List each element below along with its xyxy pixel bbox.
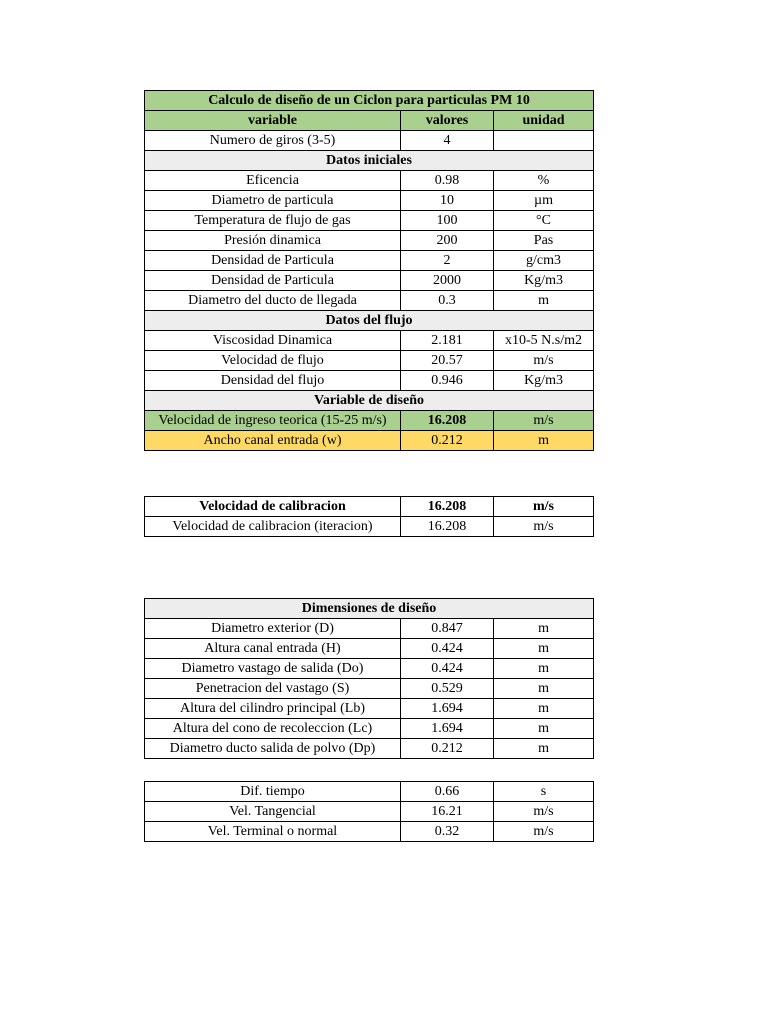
table-row	[145, 131, 594, 151]
row-label: Viscosidad Dinamica	[145, 331, 401, 351]
row-value: 20.57	[401, 351, 494, 371]
ingreso-row	[145, 411, 594, 431]
row-unit: µm	[494, 191, 594, 211]
row-label: Densidad de Particula	[145, 251, 401, 271]
row-label: Dif. tiempo	[145, 782, 401, 802]
row-value: 0.212	[401, 739, 494, 759]
row-value: 0.847	[401, 619, 494, 639]
row-value: 0.946	[401, 371, 494, 391]
row-label: Diametro exterior (D)	[145, 619, 401, 639]
row-unit: m/s	[494, 497, 594, 517]
row-value: 2.181	[401, 331, 494, 351]
row-label: Velocidad de calibracion (iteracion)	[145, 517, 401, 537]
table-row	[145, 371, 594, 391]
row-value: 0.98	[401, 171, 494, 191]
table-row	[145, 291, 594, 311]
row-unit: m	[494, 719, 594, 739]
table-row	[145, 719, 594, 739]
ancho-unit: m	[494, 431, 594, 451]
section-row	[145, 311, 594, 331]
row-value: 0.424	[401, 659, 494, 679]
header-variable: variable	[145, 111, 401, 131]
table-row	[145, 171, 594, 191]
table-row	[145, 231, 594, 251]
velocity-time-table	[144, 781, 594, 842]
row-unit: Kg/m3	[494, 271, 594, 291]
row-unit: Kg/m3	[494, 371, 594, 391]
row-unit: m	[494, 639, 594, 659]
ingreso-value: 16.208	[401, 411, 494, 431]
table-row	[145, 497, 594, 517]
title-row	[145, 91, 594, 111]
row-label: Altura del cono de recoleccion (Lc)	[145, 719, 401, 739]
header-row	[145, 111, 594, 131]
design-dimensions-table	[144, 598, 594, 759]
table-row	[145, 191, 594, 211]
row-label: Altura del cilindro principal (Lb)	[145, 699, 401, 719]
table-row	[145, 782, 594, 802]
table-row	[145, 802, 594, 822]
row-unit: %	[494, 171, 594, 191]
row-value: 0.424	[401, 639, 494, 659]
table-row	[145, 271, 594, 291]
row-value: 200	[401, 231, 494, 251]
row-unit: x10-5 N.s/m2	[494, 331, 594, 351]
table-title: Calculo de diseño de un Ciclon para particulas PM 10	[145, 91, 594, 111]
row-value: 1.694	[401, 699, 494, 719]
ingreso-unit: m/s	[494, 411, 594, 431]
row-label: Densidad del flujo	[145, 371, 401, 391]
row-label: Diametro de particula	[145, 191, 401, 211]
row-unit: °C	[494, 211, 594, 231]
row-value: 0.529	[401, 679, 494, 699]
title-row	[145, 599, 594, 619]
giros-unit	[494, 131, 594, 151]
table-row	[145, 739, 594, 759]
row-value: 0.3	[401, 291, 494, 311]
row-unit: m/s	[494, 822, 594, 842]
table-row	[145, 211, 594, 231]
row-value: 16.21	[401, 802, 494, 822]
row-label: Velocidad de flujo	[145, 351, 401, 371]
row-unit: m/s	[494, 802, 594, 822]
row-label: Altura canal entrada (H)	[145, 639, 401, 659]
row-label: Diametro ducto salida de polvo (Dp)	[145, 739, 401, 759]
row-unit: Pas	[494, 231, 594, 251]
table-row	[145, 659, 594, 679]
section-row	[145, 151, 594, 171]
calibration-table	[144, 496, 594, 537]
ancho-row	[145, 431, 594, 451]
row-unit: m	[494, 619, 594, 639]
row-label: Velocidad de calibracion	[145, 497, 401, 517]
table-row	[145, 679, 594, 699]
table-row	[145, 699, 594, 719]
row-value: 100	[401, 211, 494, 231]
row-value: 16.208	[401, 497, 494, 517]
section-row	[145, 391, 594, 411]
row-unit: m	[494, 699, 594, 719]
table-row	[145, 351, 594, 371]
row-unit: m/s	[494, 517, 594, 537]
row-label: Diametro vastago de salida (Do)	[145, 659, 401, 679]
table-row	[145, 619, 594, 639]
row-value: 16.208	[401, 517, 494, 537]
ancho-label: Ancho canal entrada (w)	[145, 431, 401, 451]
row-label: Vel. Terminal o normal	[145, 822, 401, 842]
row-label: Temperatura de flujo de gas	[145, 211, 401, 231]
section-datos-iniciales: Datos iniciales	[145, 151, 594, 171]
table-row	[145, 331, 594, 351]
row-value: 0.66	[401, 782, 494, 802]
header-unidad: unidad	[494, 111, 594, 131]
row-label: Penetracion del vastago (S)	[145, 679, 401, 699]
row-value: 2	[401, 251, 494, 271]
row-label: Eficencia	[145, 171, 401, 191]
giros-value: 4	[401, 131, 494, 151]
table-row	[145, 822, 594, 842]
table-row	[145, 251, 594, 271]
row-label: Presión dinamica	[145, 231, 401, 251]
table-row	[145, 639, 594, 659]
row-unit: m	[494, 679, 594, 699]
section-variable-diseno: Variable de diseño	[145, 391, 594, 411]
row-value: 10	[401, 191, 494, 211]
ingreso-label: Velocidad de ingreso teorica (15-25 m/s)	[145, 411, 401, 431]
row-unit: m	[494, 291, 594, 311]
table-row	[145, 517, 594, 537]
row-label: Densidad de Particula	[145, 271, 401, 291]
row-unit: s	[494, 782, 594, 802]
row-unit: m	[494, 659, 594, 679]
row-label: Vel. Tangencial	[145, 802, 401, 822]
row-value: 2000	[401, 271, 494, 291]
section-datos-flujo: Datos del flujo	[145, 311, 594, 331]
header-valores: valores	[401, 111, 494, 131]
row-value: 0.32	[401, 822, 494, 842]
giros-label: Numero de giros (3-5)	[145, 131, 401, 151]
ancho-value: 0.212	[401, 431, 494, 451]
dimensions-title: Dimensiones de diseño	[145, 599, 594, 619]
row-unit: m/s	[494, 351, 594, 371]
cyclone-design-table	[144, 90, 594, 451]
row-unit: m	[494, 739, 594, 759]
row-value: 1.694	[401, 719, 494, 739]
row-label: Diametro del ducto de llegada	[145, 291, 401, 311]
row-unit: g/cm3	[494, 251, 594, 271]
